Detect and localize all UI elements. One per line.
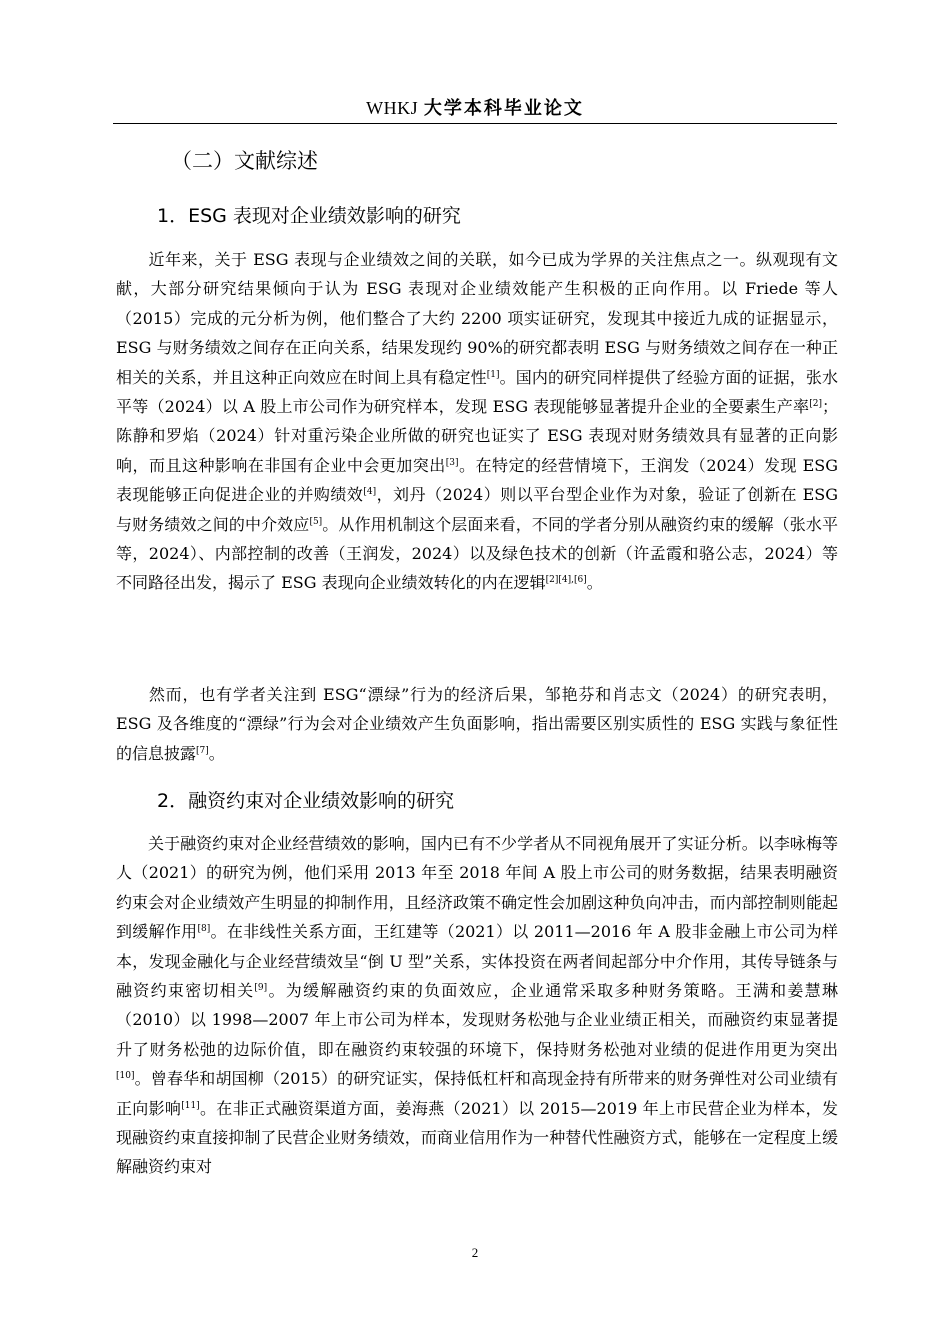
citation: [1] [486, 369, 500, 380]
citation: [2][4],[6] [545, 575, 587, 586]
paragraph-text: 。曾春华和胡国柳（2015）的研究证实，保持低杠杆和高现金持有所带来的财务弹性对公司业绩有正向影响 [116, 1069, 838, 1118]
subsection-heading-esg: 1．ESG 表现对企业绩效影响的研究 [157, 205, 461, 227]
citation: [3] [445, 457, 459, 468]
citation: [8] [197, 924, 211, 935]
paragraph-greenwashing [116, 680, 838, 768]
citation: [7] [196, 745, 209, 756]
section-heading: （二）文献综述 [171, 149, 318, 173]
header-prefix: WHKJ [366, 98, 419, 118]
paragraph-text: 。为缓解融资约束的负面效应，企业通常采取多种财务策略。王满和姜慧琳（2010）以 1998—2007 年上市公司为样本，发现财务松弛与企业业绩正相关，而融资约束显著提升了财务松弛的边际价值，即在融资约束较强的环境下，保持财务松弛对业绩的促进作用更为突出 [116, 981, 838, 1059]
paragraph-text: 关于融资约束对企业经营绩效的影响，国内已有不少学者从不同视角展开了实证分析。以李咏梅等人（2021）的研究为例，他们采用 2013 年至 2018 年间 A 股上市公司的财务数据，结果表明融资约束会对企业绩效产生明显的抑制作用，且经济政策不确定性会加剧这种负向冲击，而内部控制则能起到缓解作用 [116, 834, 838, 942]
paragraph-esg-performance [116, 245, 838, 598]
citation: [5] [309, 516, 323, 527]
paragraph-text: 然而，也有学者关注到 ESG“漂绿”行为的经济后果，邹艳芬和肖志文（2024）的研究表明，ESG 及各维度的“漂绿”行为会对企业绩效产生负面影响，指出需要区别实质性的 ESG 实践与象征性的信息披露 [116, 685, 838, 763]
citation: [9] [254, 983, 268, 994]
paragraph-text: 。从作用机制这个层面来看，不同的学者分别从融资约束的缓解（张水平等，2024）、内部控制的改善（王润发，2024）以及绿色技术的创新（许孟霞和骆公志，2024）等不同路径出发，揭示了 ESG 表现向企业绩效转化的内在逻辑 [116, 514, 838, 593]
paragraph-text: 。 [586, 573, 603, 593]
header-rule [113, 123, 837, 124]
paragraph-text: 近年来，关于 ESG 表现与企业绩效之间的关联，如今已成为学界的关注焦点之一。纵观现有文献，大部分研究结果倾向于认为 ESG 表现对企业绩效能产生积极的正向作用。以 Friede 等人（2015）完成的元分析为例，他们整合了大约 2200 项实证研究，发现其中接近九成的证据显示，ESG 与财务绩效之间存在正向关系，结果发现约 90%的研究都表明 ESG 与财务绩效之间存在一种正相关的关系，并且这种正向效应在时间上具有稳定性 [116, 250, 838, 387]
paragraph-text: 。在特定的经营情境下，王润发（2024）发现 ESG 表现能够正向促进企业的并购绩效 [116, 455, 838, 505]
paragraph-text: 。 [208, 743, 225, 763]
citation: [4] [363, 487, 377, 498]
subsection-heading-financing: 2．融资约束对企业绩效影响的研究 [157, 790, 455, 812]
paragraph-text: ，刘丹（2024）则以平台型企业作为对象，验证了创新在 ESG 与财务绩效之间的中介效应 [116, 485, 838, 534]
paragraph-financing-constraints [116, 829, 838, 1182]
paragraph-text: ；陈静和罗焰（2024）针对重污染企业所做的研究也证实了 ESG 表现对财务绩效具有显著的正向影响，而且这种影响在非国有企业中会更加突出 [116, 397, 838, 475]
paragraph-text: 。在非正式融资渠道方面，姜海燕（2021）以 2015—2019 年上市民营企业为样本，发现融资约束直接抑制了民营企业财务绩效，而商业信用作为一种替代性融资方式，能够在一定程度上缓解融资约束对 [116, 1098, 838, 1177]
citation: [10] [116, 1071, 135, 1082]
citation: [11] [181, 1100, 200, 1111]
paragraph-text: 。在非线性关系方面，王红建等（2021）以 2011—2016 年 A 股非金融上市公司为样本，发现金融化与企业经营绩效呈“倒 U 型”关系，实体投资在两者间起部分中介作用，其传导链条与融资约束密切相关 [116, 922, 838, 1001]
paragraph-text: 。国内的研究同样提供了经验方面的证据，张水平等（2024）以 A 股上市公司作为研究样本，发现 ESG 表现能够显著提升企业的全要素生产率 [116, 367, 838, 417]
header-title: 大学本科毕业论文 [423, 98, 584, 119]
page-number: 2 [471, 1245, 479, 1260]
page-header [113, 94, 837, 122]
citation: [2] [809, 399, 822, 410]
